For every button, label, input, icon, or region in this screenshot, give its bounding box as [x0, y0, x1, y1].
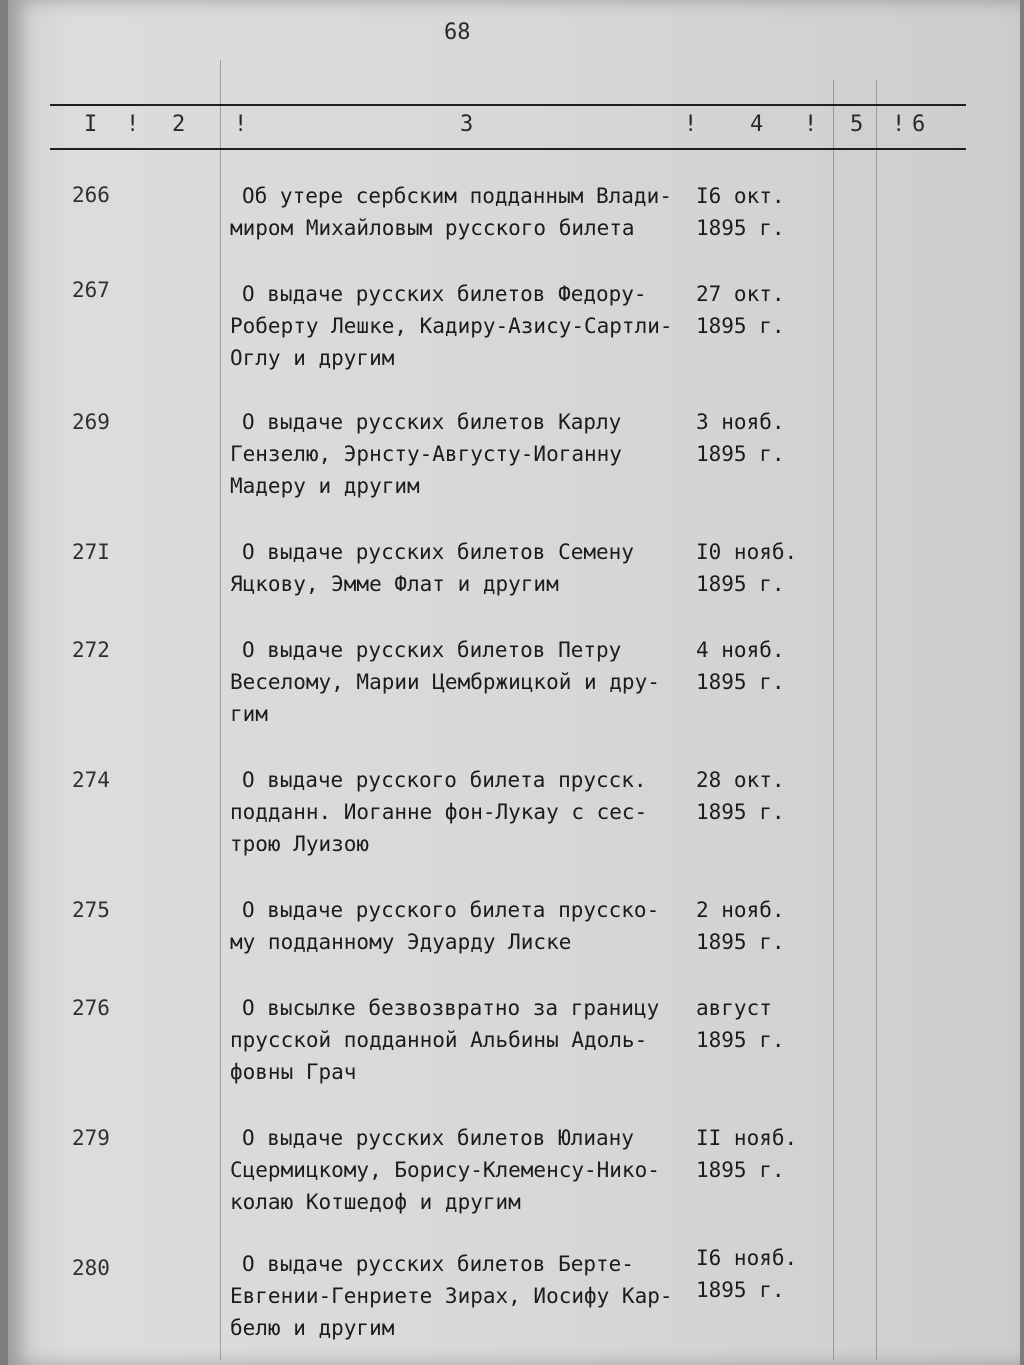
entry-date-line: I0 нояб.: [696, 540, 798, 564]
entry-date-line: август: [696, 996, 772, 1020]
entry-date-line: 1895 г.: [696, 930, 785, 954]
header-top-rule: [50, 104, 966, 106]
header-separator: !: [234, 112, 248, 137]
page-number: 68: [444, 20, 471, 45]
entry-date-line: 3 нояб.: [696, 410, 785, 434]
entry-title-line: О высылке безвозвратно за границу: [242, 996, 660, 1020]
entry-title-line: О выдаче русских билетов Берте-: [242, 1252, 634, 1276]
entry-date-line: 1895 г.: [696, 1158, 785, 1182]
column-divider: [833, 80, 834, 1360]
entry-title: [230, 634, 700, 730]
entry-title-line: Гензелю, Эрнсту-Августу-Иоганну: [230, 442, 622, 466]
entry-number: 274: [72, 768, 110, 792]
header-separator: !: [804, 112, 818, 137]
entry-number: 27I: [72, 540, 110, 564]
entry-date-line: 1895 г.: [696, 800, 785, 824]
entry-date-line: I6 окт.: [696, 184, 785, 208]
entry-date-line: 1895 г.: [696, 1028, 785, 1052]
header-bottom-rule: [50, 148, 966, 150]
entry-date-line: 4 нояб.: [696, 638, 785, 662]
entry-date-line: 1895 г.: [696, 572, 785, 596]
entry-title: [230, 406, 700, 502]
entry-number: 280: [72, 1256, 110, 1280]
entry-title-line: му подданному Эдуарду Лиске: [230, 930, 572, 954]
entry-title-line: прусской подданной Альбины Адоль-: [230, 1028, 648, 1052]
entry-title-line: фовны Грач: [230, 1060, 357, 1084]
entry-number: 276: [72, 996, 110, 1020]
entry-number: 269: [72, 410, 110, 434]
entry-title: [230, 894, 700, 958]
entry-title: [230, 536, 700, 600]
archive-page: [8, 0, 1020, 1365]
entry-date-line: 1895 г.: [696, 1278, 785, 1302]
header-col-4: 4: [750, 112, 764, 137]
column-divider: [876, 80, 877, 1360]
entry-number: 266: [72, 183, 110, 207]
entry-date: [696, 1242, 797, 1306]
entry-title: [230, 992, 700, 1088]
entry-title: [230, 764, 700, 860]
entry-title-line: О выдаче русского билета прусск.: [242, 768, 647, 792]
entry-number: 279: [72, 1126, 110, 1150]
entry-title-line: Яцкову, Эмме Флат и другим: [230, 572, 559, 596]
entry-date-line: 28 окт.: [696, 768, 785, 792]
entry-title-line: Евгении-Генриете Зирах, Иосифу Кар-: [230, 1284, 673, 1308]
entry-title-line: Мадеру и другим: [230, 474, 420, 498]
entry-title: [230, 1122, 700, 1218]
entry-date: [696, 764, 785, 828]
entry-title-line: гим: [230, 702, 268, 726]
entry-title: [230, 1248, 700, 1344]
entry-title-line: миром Михайловым русского билета: [230, 216, 635, 240]
entry-title-line: Веселому, Марии Цембржицкой и дру-: [230, 670, 660, 694]
entry-number: 272: [72, 638, 110, 662]
header-col-1: I: [84, 112, 98, 137]
entry-date: [696, 536, 797, 600]
header-col-3: 3: [460, 112, 474, 137]
entry-date-line: 1895 г.: [696, 670, 785, 694]
entry-number: 275: [72, 898, 110, 922]
entry-date: [696, 406, 785, 470]
entry-date: [696, 992, 785, 1056]
entry-title-line: О выдаче русских билетов Семену: [242, 540, 634, 564]
entry-date: [696, 1122, 797, 1186]
header-col-5: 5: [850, 112, 864, 137]
entry-title-line: трою Луизою: [230, 832, 370, 856]
entry-date-line: 27 окт.: [696, 282, 785, 306]
entry-date: [696, 180, 785, 244]
entry-title-line: Роберту Лешке, Кадиру-Азису-Сартли-: [230, 314, 673, 338]
entry-title: [230, 180, 700, 244]
entry-date-line: 1895 г.: [696, 216, 785, 240]
entry-date-line: 2 нояб.: [696, 898, 785, 922]
entry-title-line: О выдаче русских билетов Петру: [242, 638, 622, 662]
header-separator: !: [892, 112, 906, 137]
entry-title-line: О выдаче русских билетов Карлу: [242, 410, 622, 434]
entry-title-line: колаю Котшедоф и другим: [230, 1190, 521, 1214]
header-col-2: 2: [172, 112, 186, 137]
header-separator: !: [684, 112, 698, 137]
header-separator: !: [126, 112, 140, 137]
entry-date: [696, 278, 785, 342]
entry-title-line: Оглу и другим: [230, 346, 395, 370]
entry-title-line: О выдаче русских билетов Федору-: [242, 282, 647, 306]
column-divider: [220, 60, 221, 1360]
entry-title-line: Сцермицкому, Борису-Клеменсу-Нико-: [230, 1158, 660, 1182]
entry-date: [696, 634, 785, 698]
entry-title-line: подданн. Иоганне фон-Лукау с сес-: [230, 800, 648, 824]
entry-title-line: О выдаче русских билетов Юлиану: [242, 1126, 634, 1150]
entry-date-line: 1895 г.: [696, 442, 785, 466]
header-col-6: 6: [912, 112, 926, 137]
entry-number: 267: [72, 278, 110, 302]
entry-date-line: I6 нояб.: [696, 1246, 798, 1270]
entry-date: [696, 894, 785, 958]
entry-date-line: II нояб.: [696, 1126, 798, 1150]
entry-title-line: Об утере сербским подданным Влади-: [242, 184, 672, 208]
entry-date-line: 1895 г.: [696, 314, 785, 338]
entry-title: [230, 278, 700, 374]
entry-title-line: О выдаче русского билета прусско-: [242, 898, 660, 922]
entry-title-line: белю и другим: [230, 1316, 395, 1340]
